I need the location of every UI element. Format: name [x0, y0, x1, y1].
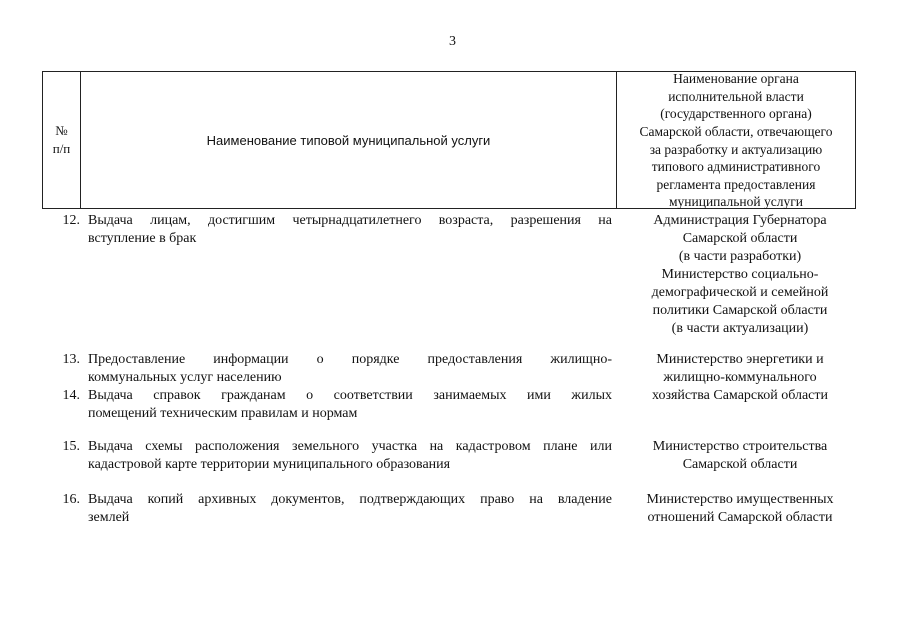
row-number: 13. [62, 352, 80, 367]
service-line: помещений техническим правилам и нормам [88, 406, 358, 421]
org-line: демографической и семейной [651, 285, 829, 300]
service-line: землей [88, 510, 130, 525]
service-line: Предоставление информации о порядке предоставления жилищно- [88, 352, 612, 367]
org-line: Министерство социально- [661, 267, 819, 282]
row-number: 14. [62, 388, 80, 403]
service-line: Выдача схемы расположения земельного участка на кадастровом плане или [88, 439, 612, 454]
org-line: Министерство энергетики и [656, 352, 824, 367]
header-service-label: Наименование типовой муниципальной услуги [206, 132, 491, 148]
org-line: Администрация Губернатора [653, 213, 827, 228]
service-line: Выдача справок гражданам о соответствии занимаемых ими жилых [88, 388, 612, 403]
header-org-line: регламента предоставления [656, 176, 816, 192]
responsible-org [620, 491, 860, 527]
org-line: Министерство имущественных [646, 492, 834, 507]
page-number: 3 [449, 34, 456, 49]
service-line: Выдача копий архивных документов, подтверждающих право на владение [88, 492, 612, 507]
header-org-line: муниципальной услуги [668, 194, 803, 210]
responsible-org [620, 438, 860, 474]
service-name [88, 212, 612, 248]
org-line: политики Самарской области [652, 303, 828, 318]
service-line: коммунальных услуг населению [88, 370, 282, 385]
responsible-org [620, 351, 860, 405]
header-org-line: (государственного органа) [660, 106, 812, 122]
service-name [88, 387, 612, 423]
table-header [42, 71, 856, 209]
header-service-column [81, 72, 616, 208]
service-name [88, 438, 612, 474]
row-number: 12. [62, 213, 80, 228]
service-line: Выдача лицам, достигшим четырнадцатилетнего возраста, разрешения на [88, 213, 612, 228]
org-line: хозяйства Самарской области [651, 388, 829, 403]
org-line: жилищно-коммунального [663, 370, 817, 385]
service-line: кадастровой карте территории муниципального образования [88, 457, 451, 472]
org-line: Министерство строительства [652, 439, 828, 454]
header-org-line: Самарской области, отвечающего [639, 123, 833, 139]
header-number-label: п/п [52, 141, 71, 156]
service-line: вступление в брак [88, 231, 197, 246]
org-line: (в части актуализации) [671, 321, 809, 336]
header-org-line: исполнительной власти [668, 88, 804, 104]
org-line: (в части разработки) [678, 249, 802, 264]
org-line: Самарской области [682, 231, 798, 246]
header-org-line: за разработку и актуализацию [649, 141, 823, 157]
row-number: 15. [62, 439, 80, 454]
service-name [88, 351, 612, 387]
header-org-line: типового административного [651, 159, 821, 175]
service-name [88, 491, 612, 527]
header-number-label: № [55, 123, 68, 138]
header-org-column [617, 72, 855, 208]
org-line: отношений Самарской области [647, 510, 833, 525]
header-org-line: Наименование органа [673, 71, 799, 87]
org-line: Самарской области [682, 457, 798, 472]
responsible-org [620, 212, 860, 338]
header-number-column [43, 72, 80, 208]
row-number: 16. [62, 492, 80, 507]
